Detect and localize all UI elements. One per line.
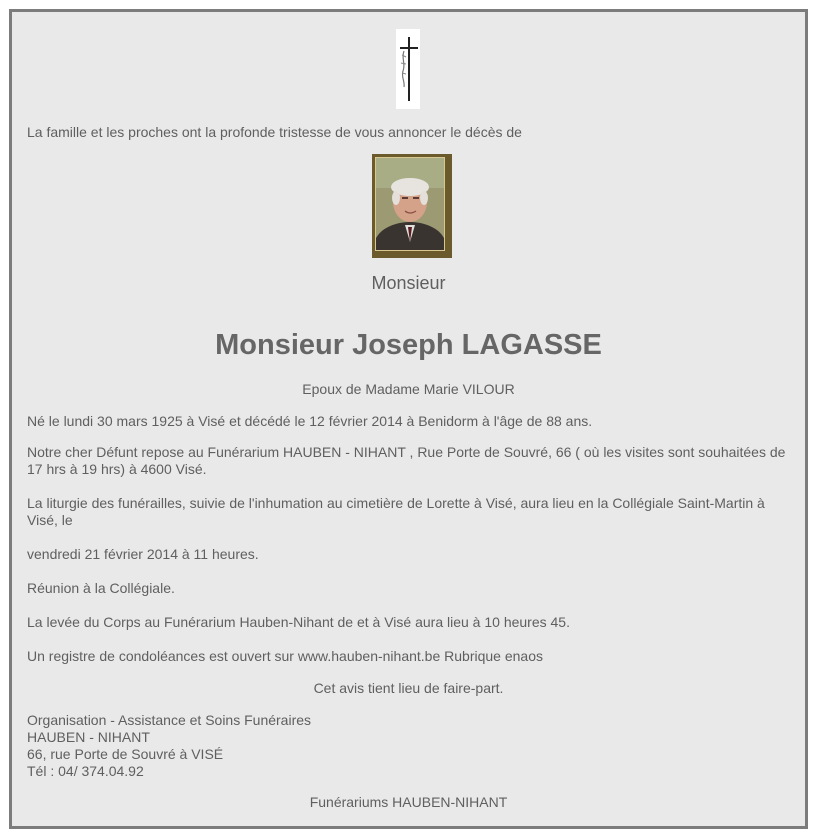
organisation-phone: Tél : 04/ 374.04.92 <box>27 763 144 779</box>
spouse-line: Epoux de Madame Marie VILOUR <box>302 381 515 397</box>
notice-line: Cet avis tient lieu de faire-part. <box>313 680 504 696</box>
condolence-register-text: Un registre de condoléances est ouvert sur www.hauben-nihant.be Rubrique enaos <box>27 648 543 664</box>
intro-text: La famille et les proches ont la profonde tristesse de vous annoncer le décès de <box>27 124 522 140</box>
organisation-line-1: Organisation - Assistance et Soins Funéraires <box>27 712 312 728</box>
obituary-card <box>9 9 808 829</box>
signature: Funérariums HAUBEN-NIHANT <box>309 794 508 810</box>
deceased-name: Monsieur Joseph LAGASSE <box>215 329 602 361</box>
body-removal-text: La levée du Corps au Funérarium Hauben-Nihant de et à Visé aura lieu à 10 heures 45. <box>27 614 570 630</box>
organisation-line-2: HAUBEN - NIHANT <box>27 729 150 745</box>
portrait-frame <box>372 154 452 258</box>
meeting-text: Réunion à la Collégiale. <box>27 580 175 596</box>
rest-text: Notre cher Défunt repose au Funérarium HAUBEN - NIHANT , Rue Porte de Souvré, 66 ( où les visites sont souhaitées de 17 hrs à 19 hrs) à 4600 Visé. <box>27 444 786 477</box>
funeral-date: vendredi 21 février 2014 à 11 heures. <box>27 546 259 562</box>
liturgy-text: La liturgie des funérailles, suivie de l'inhumation au cimetière de Lorette à Visé, aura lieu en la Collégiale Saint-Martin à Visé, le <box>27 495 765 528</box>
portrait-photo <box>375 157 445 251</box>
honorific: Monsieur <box>371 273 446 293</box>
birth-death-text: Né le lundi 30 mars 1925 à Visé et décédé le 12 février 2014 à Benidorm à l'âge de 88 ans. <box>27 413 593 429</box>
cross-icon <box>396 29 420 109</box>
organisation-address: 66, rue Porte de Souvré à VISÉ <box>27 746 224 762</box>
